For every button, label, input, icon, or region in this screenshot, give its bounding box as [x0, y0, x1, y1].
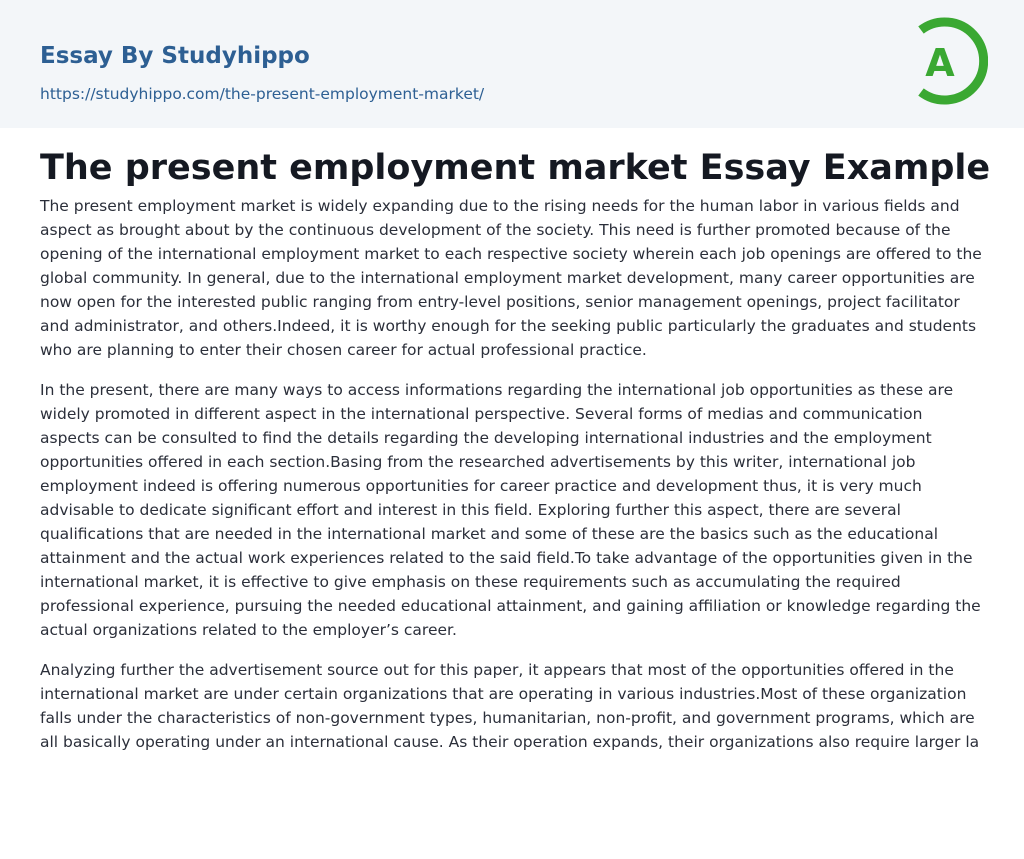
logo-letter: A	[925, 41, 955, 85]
site-brand[interactable]: Essay By Studyhippo	[40, 43, 310, 69]
essay-body	[40, 194, 984, 770]
site-header	[0, 0, 1024, 128]
essay-paragraph: Analyzing further the advertisement source out for this paper, it appears that most of the opportunities offered in the international market are under certain organizations that are operating in various industries.Most of these organization falls under the characteristics of non-government types, humanitarian, non-profit, and government programs, which are all basically operating under an international cause. As their operation expands, their organizations also require larger la	[40, 661, 980, 751]
essay-paragraph: The present employment market is widely expanding due to the rising needs for the human labor in various fields and aspect as brought about by the continuous development of the society. This need is further promoted because of the opening of the international employment market to each respective society wherein each job openings are offered to the global community. In general, due to the international employment market development, many career opportunities are now open for the interested public ranging from entry-level positions, senior management openings, project facilitator and administrator, and others.Indeed, it is worthy enough for the seeking public particularly the graduates and students who are planning to enter their chosen career for actual professional practice.	[40, 197, 982, 359]
essay-paragraph: In the present, there are many ways to access informations regarding the international job opportunities as these are widely promoted in different aspect in the international perspective. Several forms of medias and communication aspects can be consulted to find the details regarding the developing international industries and the employment opportunities offered in each section.Basing from the researched advertisements by this writer, international job employment indeed is offering numerous opportunities for career practice and development thus, it is very much advisable to dedicate significant effort and interest in this field. Exploring further this aspect, there are several qualifications that are needed in the international market and some of these are the basics such as the educational attainment and the actual work experiences related to the said field.To take advantage of the opportunities given in the international market, it is effective to give emphasis on these requirements such as accumulating the required professional experience, pursuing the needed educational attainment, and gaining affiliation or knowledge regarding the actual organizations related to the employer’s career.	[40, 381, 981, 639]
studyhippo-a-logo-icon[interactable]	[908, 16, 988, 106]
page-url-link[interactable]: https://studyhippo.com/the-present-employment-market/	[40, 85, 485, 103]
page-title: The present employment market Essay Example	[40, 148, 991, 188]
